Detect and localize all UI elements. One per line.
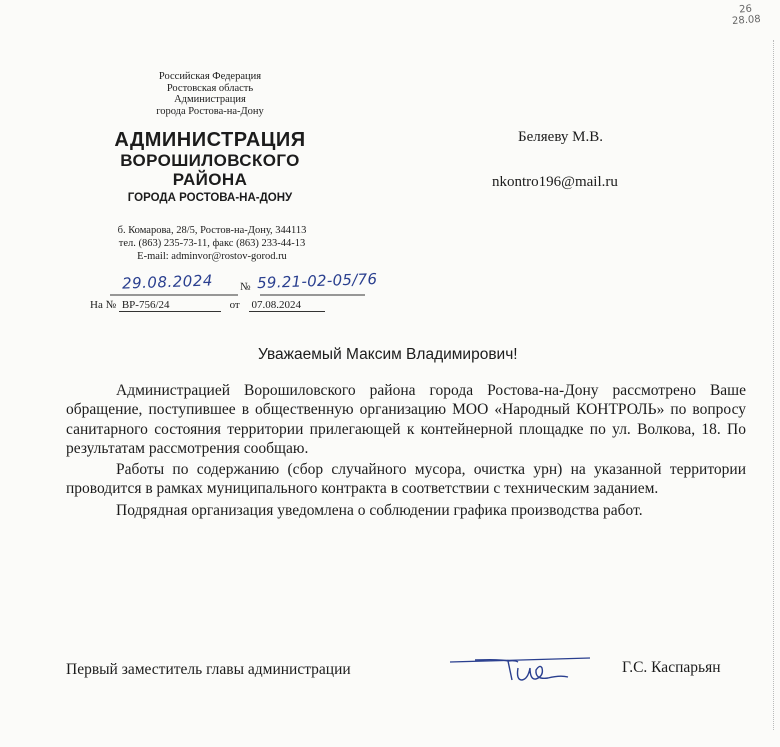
recipient-name: Беляеву М.В. xyxy=(518,129,603,145)
handwritten-corner-note xyxy=(725,3,766,28)
ref-label: На № xyxy=(90,299,117,311)
registration-number-label: № xyxy=(240,281,251,293)
signature-mark xyxy=(440,650,600,690)
phone-line: тел. (863) 235-73-11, факс (863) 233-44-13 xyxy=(118,238,306,249)
letter-body xyxy=(66,381,746,522)
registration-number: 59.21-02-05/76 xyxy=(256,269,378,293)
federation-line: Российская Федерация xyxy=(158,71,262,82)
ref-date: 07.08.2024 xyxy=(249,299,325,312)
administration-line: Администрация xyxy=(174,94,246,105)
region-line: Ростовская область xyxy=(166,82,254,94)
title-line-1: АДМИНИСТРАЦИЯ xyxy=(114,129,306,151)
signatory-name: Г.С. Каспарьян xyxy=(622,659,721,676)
ref-number: ВР-756/24 xyxy=(119,299,221,312)
scan-edge-line xyxy=(772,40,774,730)
ref-from-label: от xyxy=(229,299,240,311)
recipient-email: nkontro196@mail.ru xyxy=(492,174,618,190)
city-line: города Ростова-на-Дону xyxy=(156,105,264,117)
body-paragraph: Работы по содержанию (сбор случайного мусора, очистка урн) на указанной территории проводится в рамках муниципального контракта в соответствии с техническим заданием. xyxy=(66,461,746,498)
registration-date: 29.08.2024 xyxy=(121,271,214,293)
body-paragraph: Подрядная организация уведомлена о соблюдении графика производства работ. xyxy=(116,501,643,519)
body-paragraph: Администрацией Ворошиловского района города Ростова-на-Дону рассмотрено Ваше обращение, поступившее в общественную организацию МОО «Народный КОНТРОЛЬ» по вопросу санитарного состояния территории прилегающей к контейнерной площадке по ул. Волкова, 18. По результатам рассмотрения сообщаю. xyxy=(66,382,746,457)
signatory-position: Первый заместитель главы администрации xyxy=(66,661,351,678)
title-line-4: ГОРОДА РОСТОВА-НА-ДОНУ xyxy=(127,192,293,204)
address-block xyxy=(96,224,328,263)
letter-greeting: Уважаемый Максим Владимирович! xyxy=(258,346,518,363)
email-line: E-mail: adminvor@rostov-gorod.ru xyxy=(137,251,287,262)
title-line-2: ВОРОШИЛОВСКОГО xyxy=(120,151,300,170)
federation-block xyxy=(100,71,320,117)
reference-line xyxy=(90,299,325,312)
administration-title xyxy=(100,130,320,206)
corner-note-line-1: 26 xyxy=(738,3,753,16)
title-line-3: РАЙОНА xyxy=(172,170,248,189)
corner-note-line-2: 28.08 xyxy=(731,14,762,27)
address-line: б. Комарова, 28/5, Ростов-на-Дону, 344113 xyxy=(117,225,307,236)
